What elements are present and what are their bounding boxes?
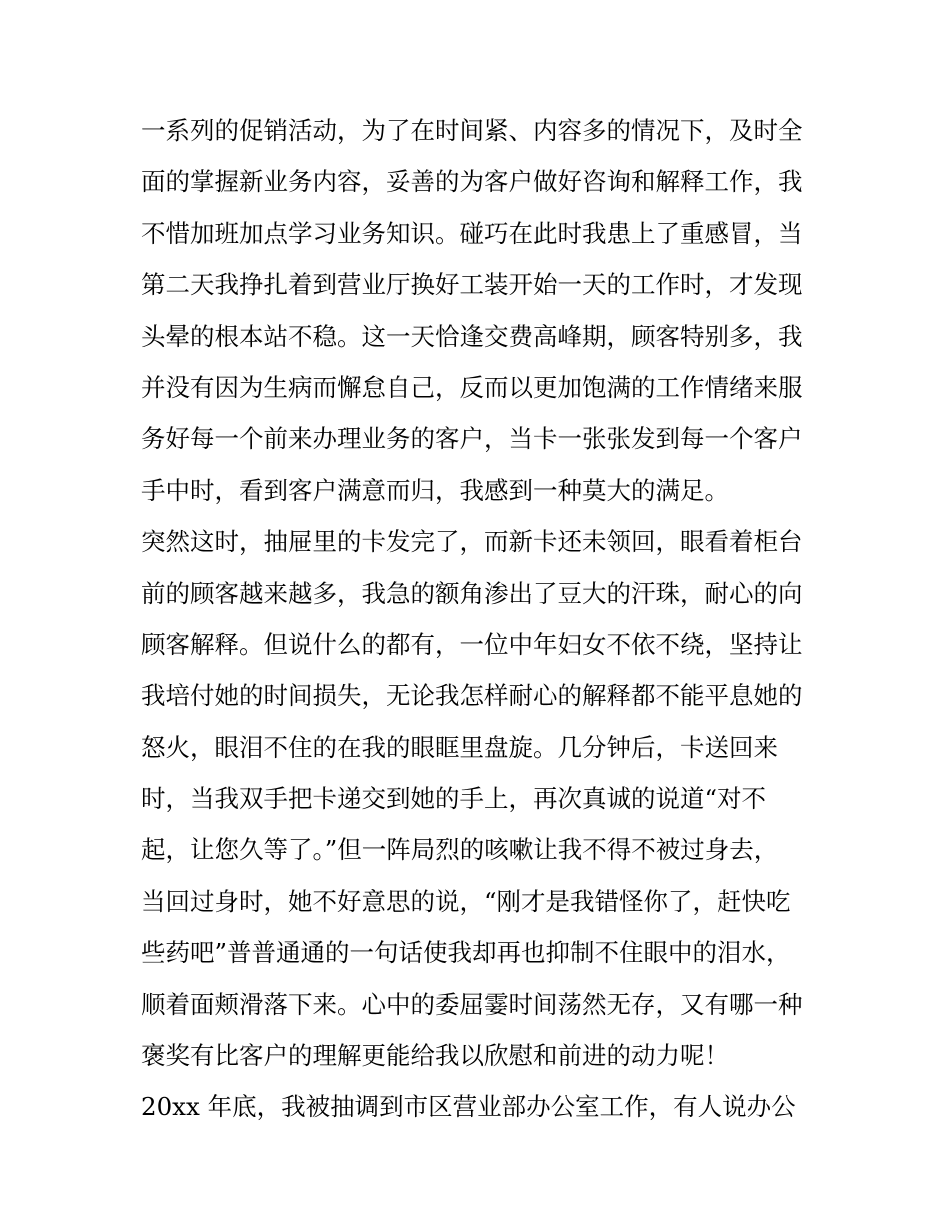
- text-line: 褒奖有比客户的理解更能给我以欣慰和前进的动力呢！: [141, 1041, 729, 1071]
- text-line: 面的掌握新业务内容，妥善的为客户做好咨询和解释工作，我: [141, 167, 803, 197]
- text-line: 一系列的促销活动，为了在时间紧、内容多的情况下，及时全: [141, 116, 803, 145]
- text-line: 起，让您久等了。”但一阵局烈的咳嗽让我不得不被过身去，: [141, 835, 779, 865]
- text-line: 时，当我双手把卡递交到她的手上，再次真诚的说道“对不: [141, 784, 767, 814]
- text-line: 前的顾客越来越多，我急的额角渗出了豆大的汗珠，耐心的向: [141, 578, 803, 608]
- text-line: 并没有因为生病而懈怠自己，反而以更加饱满的工作情绪来服: [141, 372, 803, 402]
- text-line: 手中时，看到客户满意而归，我感到一种莫大的满足。: [141, 475, 729, 505]
- text-line: 突然这时，抽屉里的卡发完了，而新卡还未领回，眼看着柜台: [141, 527, 803, 557]
- body-text: [141, 105, 813, 1133]
- text-line: 第二天我挣扎着到营业厅换好工装开始一天的工作时，才发现: [141, 270, 803, 300]
- text-line: 怒火，眼泪不住的在我的眼眶里盘旋。几分钟后，卡送回来: [141, 732, 778, 762]
- text-line: 头晕的根本站不稳。这一天恰逢交费高峰期，顾客特别多，我: [141, 321, 803, 351]
- text-line: 些药吧”普普通通的一句话使我却再也抑制不住眼中的泪水，: [141, 938, 791, 968]
- text-line: 顺着面颊滑落下来。心中的委屈霎时间荡然无存，又有哪一种: [141, 989, 803, 1019]
- text-line: 20xx 年底，我被抽调到市区营业部办公室工作，有人说办公: [141, 1092, 796, 1122]
- text-line: 不惜加班加点学习业务知识。碰巧在此时我患上了重感冒，当: [141, 218, 803, 248]
- text-line: 当回过身时，她不好意思的说，“刚才是我错怪你了，赶快吃: [141, 886, 791, 916]
- text-line: 我培付她的时间损失，无论我怎样耐心的解释都不能平息她的: [141, 681, 803, 711]
- text-line: 顾客解释。但说什么的都有，一位中年妇女不依不绕，坚持让: [141, 629, 803, 659]
- text-line: 务好每一个前来办理业务的客户，当卡一张张发到每一个客户: [141, 424, 803, 454]
